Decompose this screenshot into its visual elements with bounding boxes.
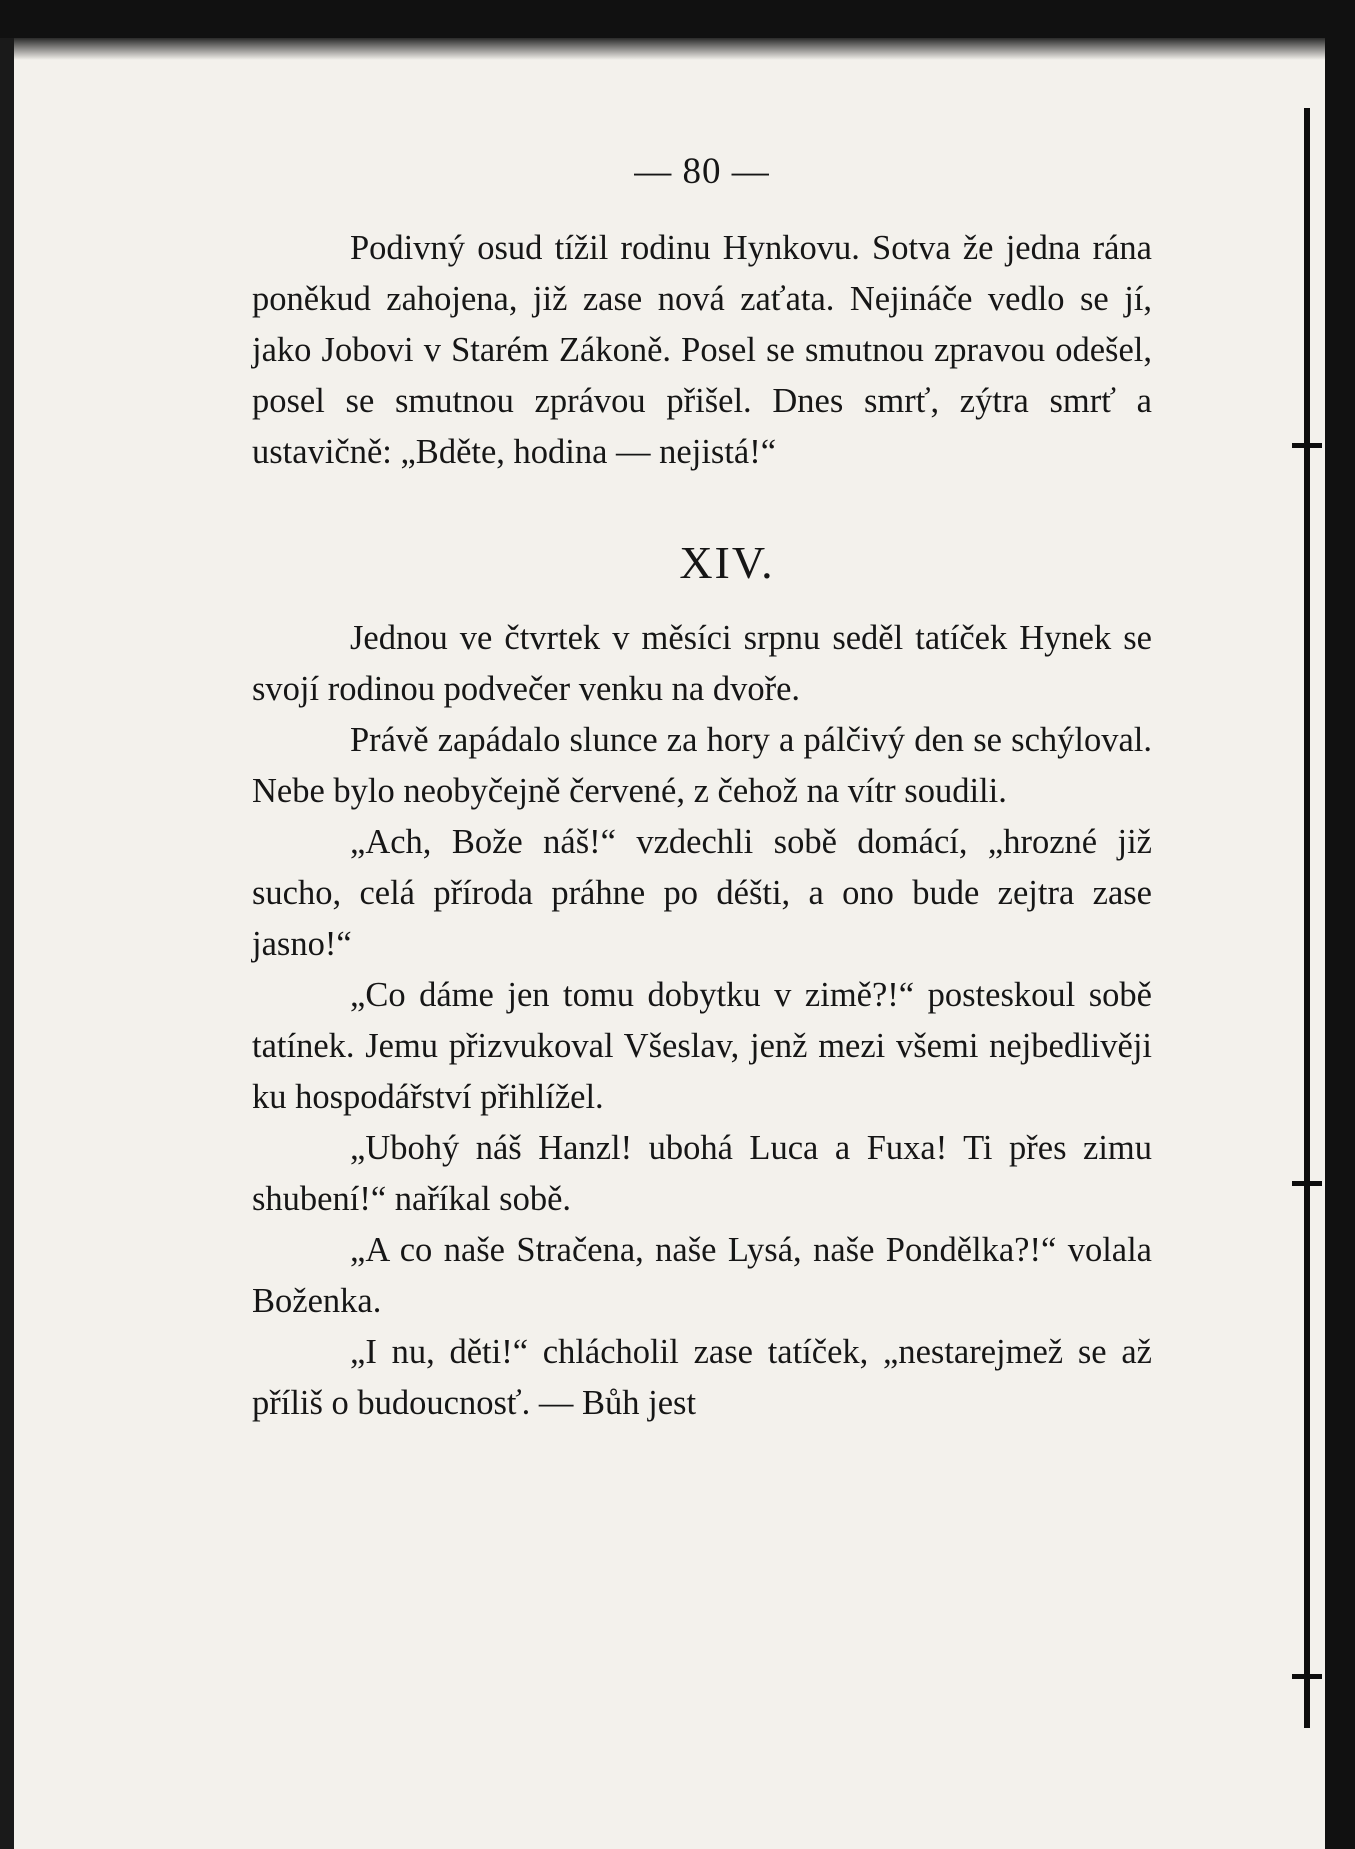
paragraph: „Ach, Bože náš!“ vzdechli sobě domácí, „hrozné již sucho, celá příroda práhne po déšti, a ono bude zejtra zase jasno!“ [252, 823, 1152, 963]
page-content [252, 150, 1152, 1429]
paragraph: „A co naše Stračena, naše Lysá, naše Pondělka?!“ volala Boženka. [252, 1231, 1152, 1320]
intro-paragraph: Podivný osud tížil rodinu Hynkovu. Sotva že jedna rána poněkud zahojena, již zase nová zaťata. Nejináče vedlo se jí, jako Jobovi v Starém Zákoně. Posel se smutnou zpravou odešel, posel se smutnou zprávou přišel. Dnes smrť, zýtra smrť a ustavičně: „Bděte, hodina — nejistá!“ [252, 229, 1152, 471]
paragraph: Jednou ve čtvrtek v měsíci srpnu seděl tatíček Hynek se svojí rodinou podvečer venku na dvoře. [252, 619, 1152, 708]
binding-tick [1292, 1674, 1322, 1679]
page-number: — 80 — [634, 151, 770, 192]
paragraph: Právě zapádalo slunce za hory a pálčivý den se schýloval. Nebe bylo neobyčejně červené, z čehož na vítr soudili. [252, 721, 1152, 810]
chapter-heading: XIV. [679, 537, 775, 588]
binding-tick [1292, 1181, 1322, 1186]
paragraph: „Co dáme jen tomu dobytku v zimě?!“ posteskoul sobě tatínek. Jemu přizvukoval Všeslav, jenž mezi všemi nejbedlivěji ku hospodářství přihlížel. [252, 976, 1152, 1116]
book-page [0, 38, 1325, 1849]
paragraph: „Ubohý náš Hanzl! ubohá Luca a Fuxa! Ti přes zimu shubení!“ naříkal sobě. [252, 1129, 1152, 1218]
binding-edge [1304, 108, 1310, 1728]
binding-tick [1292, 443, 1322, 448]
paragraph: „I nu, děti!“ chlácholil zase tatíček, „nestarejmež se až příliš o budoucnosť. — Bůh jest [252, 1333, 1152, 1422]
